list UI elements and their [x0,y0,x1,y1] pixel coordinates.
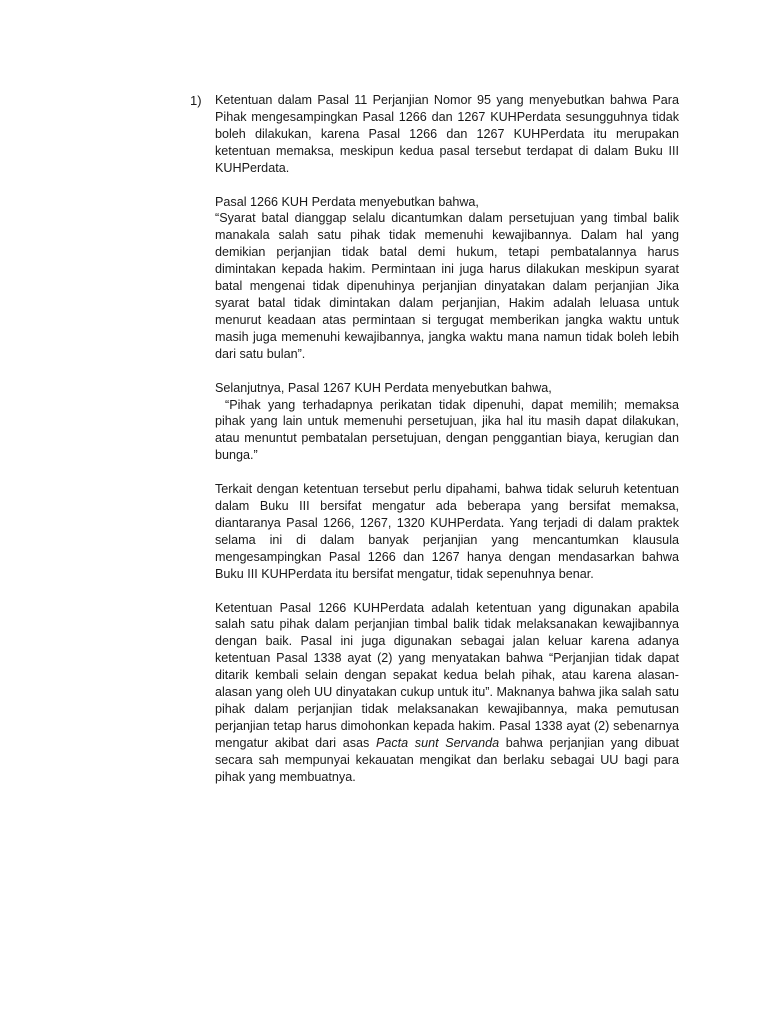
list-item-1 [190,92,680,803]
pasal-1266-intro: Pasal 1266 KUH Perdata menyebutkan bahwa, [215,194,479,209]
paragraph-pasal-1266-usage [215,600,679,786]
pasal-1267-quote: “Pihak yang terhadapnya perikatan tidak dipenuhi, dapat memilih; memaksa pihak yang lain untuk memenuhi persetujuan, jika hal itu masih dapat dilakukan, atau menuntut pembatalan persetujuan, dengan penggantian biaya, kerugian dan bunga.” [215,397,679,463]
paragraph-buku-iii: Terkait dengan ketentuan tersebut perlu dipahami, bahwa tidak seluruh ketentuan dalam Buku III bersifat mengatur ada beberapa yang bersifat memaksa, diantaranya Pasal 1266, 1267, 1320 KUHPerdata. Yang terjadi di dalam praktek selama ini di dalam banyak perjanjian yang mencantumkan klausula mengesampingkan Pasal 1266 dan 1267 hanya dengan mendasarkan bahwa Buku III KUHPerdata itu bersifat mengatur, tidak sepenuhnya benar. [215,482,679,581]
pasal-1267-intro: Selanjutnya, Pasal 1267 KUH Perdata menyebutkan bahwa, [215,380,552,395]
latin-term: Pacta sunt Servanda [375,735,500,750]
paragraph-text-part1: Ketentuan Pasal 1266 KUHPerdata adalah ketentuan yang digunakan apabila salah satu pihak dalam perjanjian timbal balik tidak melaksanakan kewajibannya dengan baik. Pasal ini juga digunakan sebagai jalan keluar karena adanya ketentuan Pasal 1338 ayat (2) yang menyatakan bahwa “Perjanjian tidak dapat ditarik kembali selain dengan sepakat kedua belah pihak, atau karena alasan-alasan yang oleh UU dinyatakan cukup untuk itu”. Maknanya bahwa jika salah satu pihak dalam perjanjian tidak melaksanakan kewajibannya, maka pemutusan perjanjian tetap harus dimohonkan kepada hakim. Pasal 1338 ayat (2) sebenarnya mengatur akibat dari asas [215,600,679,750]
paragraph-text-part2: bahwa perjanjian yang dibuat secara sah mempunyai kekauatan mengikat dan berlaku sebagai UU bagi para pihak yang membuatnya. [215,735,679,784]
paragraph-intro: Ketentuan dalam Pasal 11 Perjanjian Nomor 95 yang menyebutkan bahwa Para Pihak mengesampingkan Pasal 1266 dan 1267 KUHPerdata sesungguhnya tidak boleh dilakukan, karena Pasal 1266 dan 1267 KUHPerdata itu merupakan ketentuan memaksa, meskipun kedua pasal tersebut terdapat di dalam Buku III KUHPerdata. [215,93,679,175]
list-item-body [215,92,679,786]
list-marker: 1) [190,93,202,108]
pasal-1266-quote: “Syarat batal dianggap selalu dicantumkan dalam persetujuan yang timbal balik manakala salah satu pihak tidak memenuhi kewajibannya. Dalam hal yang demikian perjanjian tidak batal demi hukum, tetapi pembatalannya harus dimintakan kepada hakim. Permintaan ini juga harus dilakukan meskipun syarat batal mengenai tidak dipenuhinya perjanjian dinyatakan dalam perjanjian Jika syarat batal tidak dimintakan dalam perjanjian, Hakim adalah leluasa untuk menurut keadaan atas permintaan si tergugat memberikan jangka waktu untuk masih juga memenuhi kewajibannya, jangka waktu mana namun tidak boleh lebih dari satu bulan”. [215,211,679,361]
